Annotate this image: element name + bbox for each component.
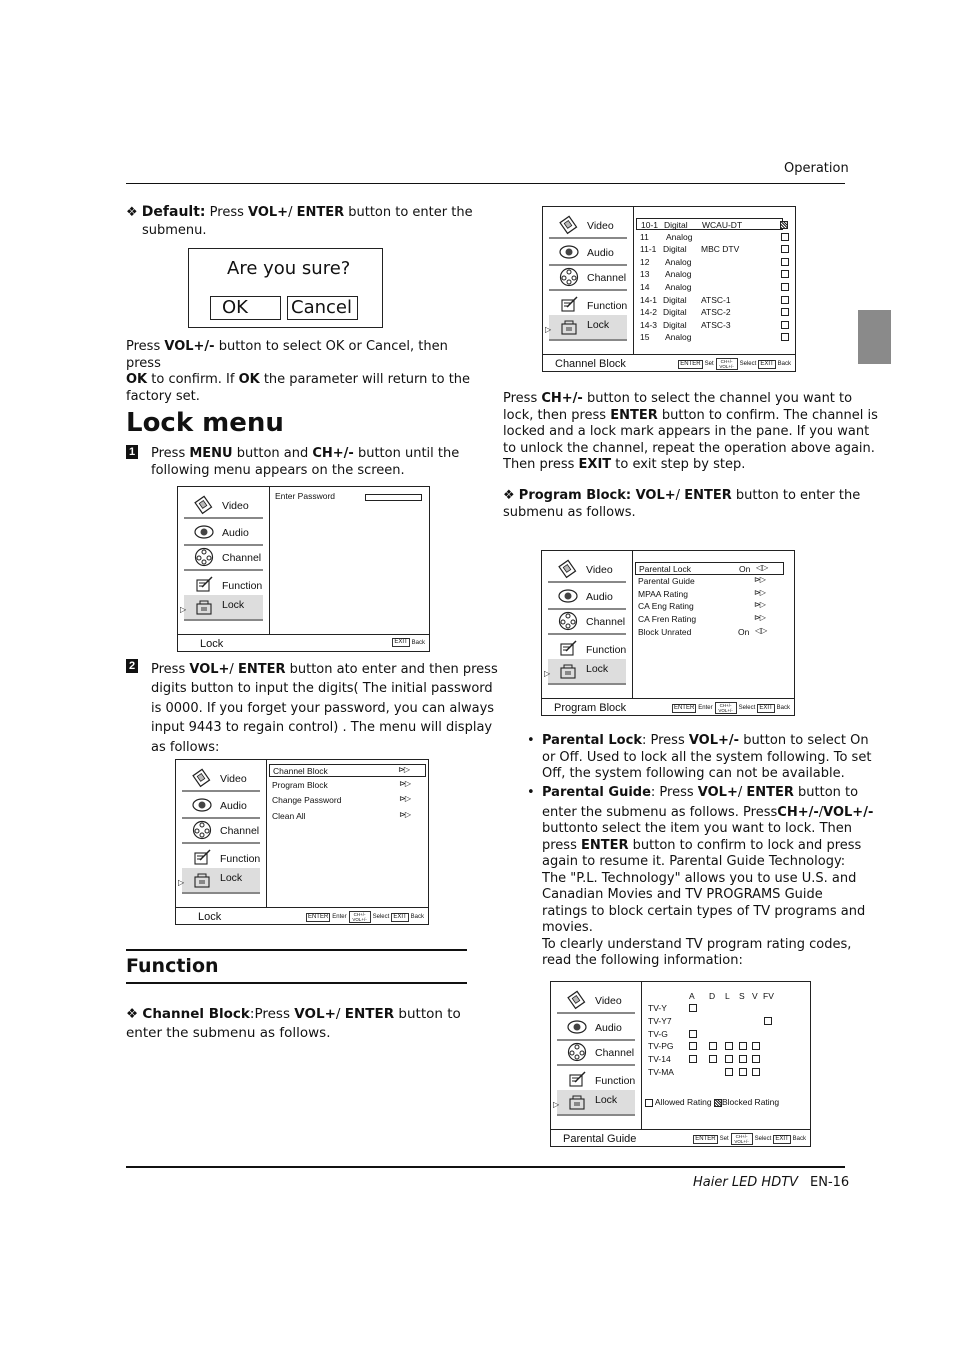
sidebar-item-audio[interactable] <box>557 1015 635 1041</box>
rating-row-label: TV-MA <box>648 1067 674 1077</box>
channel-row[interactable] <box>636 319 783 331</box>
exit-key: EXIT <box>759 704 773 711</box>
channel-number: 14-3 <box>640 319 658 330</box>
sidebar-item-lock[interactable] <box>178 868 260 894</box>
lock-item-clean-all[interactable]: Clean All ⊳▷ <box>272 810 410 821</box>
arrow-icon: ⊳▷ <box>754 613 765 623</box>
sidebar-item-label: Lock <box>222 599 245 611</box>
function-icon <box>558 639 578 659</box>
lock-item-change-password[interactable]: Change Password ⊳▷ <box>272 794 410 805</box>
channel-number: 15 <box>640 332 650 343</box>
channel-type: Digital <box>664 220 688 230</box>
enter-password-row[interactable]: Enter Password <box>272 490 427 503</box>
row-label: Parental Lock <box>639 564 691 574</box>
left-right-arrows-icon[interactable]: ◁▷ <box>756 563 769 572</box>
bullet-dot: • <box>527 785 535 800</box>
default-para: Press VOL+/- button to select OK or Cancel, then press OK to confirm. If OK the parameter will return to the factory set. <box>126 339 471 404</box>
menu-footer: Program Block ENTER Enter CH+/- VOL+/- Select EXIT Back <box>542 698 794 715</box>
enter-key: ENTER <box>680 360 701 367</box>
channel-number: 11-1 <box>640 244 657 255</box>
channel-row[interactable] <box>636 231 783 243</box>
lock-icon <box>567 1092 587 1112</box>
footer-rule <box>126 1166 845 1168</box>
rating-row-label: TV-Y <box>648 1003 667 1013</box>
rating-checkbox[interactable] <box>725 1042 733 1050</box>
running-header: Operation <box>784 161 849 176</box>
channel-icon <box>194 547 214 567</box>
video-icon <box>559 215 579 235</box>
function-title: Function <box>126 955 219 977</box>
selected-arrow-icon: ▷ <box>553 1100 560 1109</box>
bullet-dot: • <box>527 733 535 748</box>
menu-sidebar <box>178 487 270 634</box>
selected-arrow-icon: ▷ <box>178 878 185 887</box>
sidebar-item-label: Video <box>587 220 614 232</box>
lock-icon <box>194 597 214 617</box>
row-label: Block Unrated <box>638 627 692 637</box>
rating-checkbox[interactable] <box>709 1055 717 1063</box>
audio-icon <box>192 795 212 815</box>
left-right-arrows-icon[interactable]: ◁▷ <box>755 626 768 635</box>
video-icon <box>567 990 587 1010</box>
arrow-icon: ⊳▷ <box>399 810 410 819</box>
sidebar-item-label: Lock <box>220 872 243 884</box>
sidebar-item-video[interactable] <box>549 213 627 239</box>
legend-blocked: Blocked Rating <box>721 1097 780 1107</box>
lock-submenu-screen <box>175 759 429 925</box>
step1-number: 1 <box>126 445 138 459</box>
channel-type: Analog <box>665 282 692 292</box>
sidebar-item-audio[interactable] <box>184 520 263 546</box>
confirm-dialog <box>188 248 383 328</box>
channel-block-para: ❖ Channel Block:Press VOL+/ ENTER button to enter the submenu as follows. <box>126 1006 461 1041</box>
channel-row[interactable] <box>636 281 783 293</box>
sidebar-item-label: Lock <box>587 319 610 331</box>
sidebar-item-label: Audio <box>220 800 247 812</box>
program-block-row[interactable] <box>635 575 784 588</box>
rating-checkbox[interactable] <box>739 1055 747 1063</box>
channel-number: 13 <box>640 269 650 280</box>
sidebar-item-label: Function <box>220 853 261 865</box>
channel-block-screen <box>542 206 796 372</box>
channel-name: ATSC-2 <box>701 307 731 318</box>
rating-checkbox[interactable] <box>689 1030 697 1038</box>
channel-type: Digital <box>663 244 687 255</box>
program-block-screen <box>541 550 795 716</box>
menu-footer: Lock EXIT Back <box>178 634 429 651</box>
channel-row[interactable] <box>636 268 783 280</box>
arrow-icon: ⊳▷ <box>398 765 409 774</box>
sidebar-item-video[interactable] <box>548 557 626 583</box>
footer-page-number: EN-16 <box>810 1175 850 1190</box>
rating-row-label: TV-14 <box>648 1054 671 1065</box>
channel-type: Analog <box>665 269 692 280</box>
arrow-icon: ⊳▷ <box>399 779 410 788</box>
channel-number: 12 <box>640 256 650 267</box>
rating-row-label: TV-PG <box>648 1041 674 1052</box>
sidebar-item-channel[interactable] <box>548 609 626 635</box>
program-block-row[interactable] <box>635 588 784 601</box>
menu-footer: Channel Block ENTER Set CH+/- VOL+/- Select EXIT Back <box>543 354 795 371</box>
row-label: CA Eng Rating <box>638 601 694 612</box>
menu-footer: Parental Guide ENTER Set CH+/- VOL+/- Select EXIT Back <box>551 1129 810 1146</box>
sidebar-item-label: Video <box>586 564 613 576</box>
channel-name: MBC DTV <box>701 244 740 255</box>
sidebar-item-label: Channel <box>220 825 260 837</box>
menu-footer: Lock ENTER Enter CH+/- VOL+/- Select EXIT Back <box>176 907 428 924</box>
function-rule-bottom <box>126 982 467 984</box>
channel-row[interactable] <box>636 256 783 268</box>
default-line2: submenu. <box>142 223 207 238</box>
rating-grid <box>642 982 810 1129</box>
sidebar-item-audio[interactable] <box>182 793 260 819</box>
channel-icon <box>192 820 212 840</box>
function-icon <box>559 295 579 315</box>
channel-type: Analog <box>666 231 693 242</box>
enter-key: ENTER <box>695 1135 716 1142</box>
program-block-row[interactable] <box>635 613 784 626</box>
channel-type: Analog <box>665 256 692 267</box>
rating-column-header: A <box>689 991 695 1001</box>
lock-checkbox[interactable] <box>781 258 789 266</box>
cancel-button[interactable]: Cancel <box>287 296 358 320</box>
channel-number: 10-1 <box>641 220 659 230</box>
header-rule <box>126 183 845 184</box>
rating-column-header: L <box>725 991 730 1001</box>
allowed-box-icon <box>645 1099 653 1107</box>
rating-checkbox[interactable] <box>752 1055 760 1063</box>
lock-checkbox[interactable] <box>781 283 789 291</box>
lock-menu-title: Lock menu <box>126 408 284 438</box>
rating-checkbox[interactable] <box>764 1017 772 1025</box>
function-icon <box>567 1070 587 1090</box>
selected-arrow-icon: ▷ <box>544 669 551 678</box>
lock-mark-icon[interactable] <box>780 221 788 229</box>
video-icon <box>192 768 212 788</box>
channel-para: Press CH+/- button to select the channel you want to lock, then press ENTER button to confirm. The channel is locked and a lock mark appears in the pane. If you want to unlock the channel, repeat the operation above again. Then press EXIT to exit step by step. <box>503 391 878 472</box>
function-icon <box>192 848 212 868</box>
channel-name: WCAU-DT <box>702 220 743 230</box>
rating-checkbox[interactable] <box>689 1042 697 1050</box>
parental-guide-screen <box>550 981 811 1147</box>
sidebar-item-audio[interactable] <box>548 584 626 610</box>
lock-checkbox[interactable] <box>781 296 789 304</box>
ch-vol-key: CH+/- VOL+/- <box>716 358 738 370</box>
channel-name: ATSC-3 <box>701 319 731 330</box>
audio-icon <box>559 242 579 262</box>
rating-checkbox[interactable] <box>752 1042 760 1050</box>
rating-checkbox[interactable] <box>752 1068 760 1076</box>
lock-checkbox[interactable] <box>781 308 789 316</box>
sidebar-item-channel[interactable] <box>549 265 627 291</box>
channel-type: Digital <box>663 294 687 305</box>
menu-sidebar <box>542 551 633 698</box>
lock-menu-screen <box>177 486 430 652</box>
menu-sidebar <box>176 760 267 907</box>
sidebar-item-label: Lock <box>595 1094 618 1106</box>
channel-type: Analog <box>665 332 692 343</box>
lock-checkbox[interactable] <box>781 233 789 241</box>
channel-number: 14 <box>640 282 650 292</box>
lock-item-channel-block[interactable]: Channel Block ⊳▷ <box>269 764 426 777</box>
rating-column-header: D <box>709 991 716 1001</box>
function-icon <box>194 575 214 595</box>
lock-icon <box>192 870 212 890</box>
function-rule-top <box>126 949 467 951</box>
channel-number: 11 <box>640 231 649 242</box>
row-label: Parental Guide <box>638 575 695 586</box>
channel-icon <box>567 1042 587 1062</box>
rating-column-header: FV <box>763 991 774 1001</box>
step1-text: Press MENU button and CH+/- button until the following menu appears on the screen. <box>151 446 460 478</box>
confirm-question: Are you sure? <box>227 258 351 279</box>
sidebar-item-label: Channel <box>595 1047 635 1059</box>
sidebar-item-channel[interactable] <box>557 1040 635 1066</box>
selected-arrow-icon: ▷ <box>545 325 552 334</box>
lock-checkbox[interactable] <box>781 333 789 341</box>
rating-legend <box>645 1097 779 1107</box>
channel-number: 14-2 <box>640 307 658 318</box>
ch-vol-key: CH+/- VOL+/- <box>349 911 371 923</box>
footer-product: Haier LED HDTV <box>693 1175 799 1190</box>
step2-number: 2 <box>126 659 138 673</box>
program-block-row[interactable] <box>635 562 784 575</box>
lock-icon <box>559 317 579 337</box>
channel-row[interactable] <box>636 331 783 343</box>
ch-vol-key: CH+/- VOL+/- <box>715 702 737 714</box>
rating-checkbox[interactable] <box>739 1042 747 1050</box>
exit-key: EXIT <box>393 913 407 920</box>
sidebar-item-audio[interactable] <box>549 240 627 266</box>
sidebar-item-video[interactable] <box>557 988 635 1014</box>
menu-sidebar <box>551 982 642 1129</box>
lock-checkbox[interactable] <box>781 321 789 329</box>
audio-icon <box>567 1017 587 1037</box>
sidebar-item-label: Channel <box>586 616 626 628</box>
exit-key: EXIT <box>760 360 774 367</box>
enter-key: ENTER <box>307 913 329 920</box>
menu-sidebar <box>543 207 634 354</box>
sidebar-item-label: Video <box>222 500 249 512</box>
row-value: On <box>738 627 750 637</box>
rating-checkbox[interactable] <box>689 1004 697 1012</box>
sidebar-item-label: Channel <box>222 552 262 564</box>
sidebar-item-lock[interactable] <box>553 1090 635 1116</box>
arrow-icon: ⊳▷ <box>754 574 765 584</box>
sidebar-item-lock[interactable] <box>544 659 626 685</box>
channel-row[interactable] <box>636 218 783 230</box>
lock-checkbox[interactable] <box>781 245 789 253</box>
sidebar-item-lock[interactable] <box>180 595 263 621</box>
rating-column-header: S <box>739 991 745 1001</box>
rating-checkbox[interactable] <box>725 1055 733 1063</box>
sidebar-item-label: Function <box>222 580 263 592</box>
channel-icon <box>558 611 578 631</box>
audio-icon <box>194 522 214 542</box>
channel-row[interactable] <box>636 243 783 255</box>
sidebar-item-channel[interactable] <box>182 818 260 844</box>
enter-key: ENTER <box>673 704 695 711</box>
sidebar-item-video[interactable] <box>182 766 260 792</box>
channel-type: Digital <box>663 307 687 318</box>
channel-type: Digital <box>663 319 687 330</box>
sidebar-item-label: Channel <box>587 272 627 284</box>
sidebar-item-label: Audio <box>222 527 249 539</box>
rating-row-label: TV-Y7 <box>648 1015 672 1026</box>
rating-checkbox[interactable] <box>689 1055 697 1063</box>
legend-allowed: Allowed Rating <box>653 1097 714 1107</box>
default-line1: ❖ Default: Press VOL+/ ENTER button to enter the <box>126 204 473 220</box>
sidebar-item-label: Function <box>595 1075 636 1087</box>
sidebar-item-label: Lock <box>586 663 609 675</box>
password-field[interactable] <box>365 494 422 501</box>
exit-key: EXIT <box>775 1135 789 1142</box>
channel-row[interactable] <box>636 294 783 306</box>
video-icon <box>194 495 214 515</box>
menu-pane <box>267 760 428 907</box>
channel-list <box>634 207 795 354</box>
arrow-icon: ⊳▷ <box>754 587 765 597</box>
program-block-list <box>633 551 794 698</box>
lock-checkbox[interactable] <box>781 270 789 278</box>
row-label: CA Fren Rating <box>638 614 697 625</box>
sidebar-item-video[interactable] <box>184 493 263 519</box>
arrow-icon: ⊳▷ <box>754 600 765 610</box>
channel-number: 14-1 <box>640 294 658 305</box>
rating-checkbox[interactable] <box>739 1068 747 1076</box>
audio-icon <box>558 586 578 606</box>
sidebar-item-label: Audio <box>595 1022 622 1034</box>
sidebar-item-label: Video <box>595 995 622 1007</box>
sidebar-item-lock[interactable] <box>545 315 627 341</box>
program-block-row[interactable] <box>635 626 784 639</box>
sidebar-item-label: Video <box>220 773 247 785</box>
program-block-para: ❖ Program Block: VOL+/ ENTER button to enter the submenu as follows. <box>503 488 861 520</box>
step2-text: Press VOL+/ ENTER button ato enter and then press digits button to input the digits( The initial password is 0000. If you forget your password, you can always input 9443 to regain control) . The menu will display as follows: <box>151 662 498 755</box>
sidebar-item-channel[interactable] <box>184 545 263 571</box>
rating-checkbox[interactable] <box>709 1042 717 1050</box>
sidebar-item-label: Function <box>586 644 627 656</box>
ch-vol-key: CH+/- VOL+/- <box>731 1133 753 1145</box>
rating-row-label: TV-G <box>648 1028 668 1039</box>
rating-checkbox[interactable] <box>725 1068 733 1076</box>
sidebar-item-label: Function <box>587 300 628 312</box>
ok-button[interactable]: OK <box>210 296 281 320</box>
exit-key: EXIT <box>394 639 408 645</box>
channel-icon <box>559 267 579 287</box>
rating-column-header: V <box>752 991 758 1001</box>
row-label: MPAA Rating <box>638 588 688 599</box>
lock-icon <box>558 661 578 681</box>
sidebar-item-label: Audio <box>586 591 613 603</box>
arrow-icon: ⊳▷ <box>399 794 410 803</box>
lock-item-program-block[interactable]: Program Block ⊳▷ <box>272 779 410 790</box>
blocked-box-icon <box>714 1099 722 1107</box>
channel-name: ATSC-1 <box>701 294 731 305</box>
chapter-tab <box>858 310 891 364</box>
sidebar-item-label: Audio <box>587 247 614 259</box>
row-value: On <box>739 564 751 574</box>
selected-arrow-icon: ▷ <box>180 605 187 614</box>
video-icon <box>558 559 578 579</box>
channel-row[interactable] <box>636 306 783 318</box>
menu-pane <box>270 487 429 634</box>
program-block-row[interactable] <box>635 600 784 613</box>
